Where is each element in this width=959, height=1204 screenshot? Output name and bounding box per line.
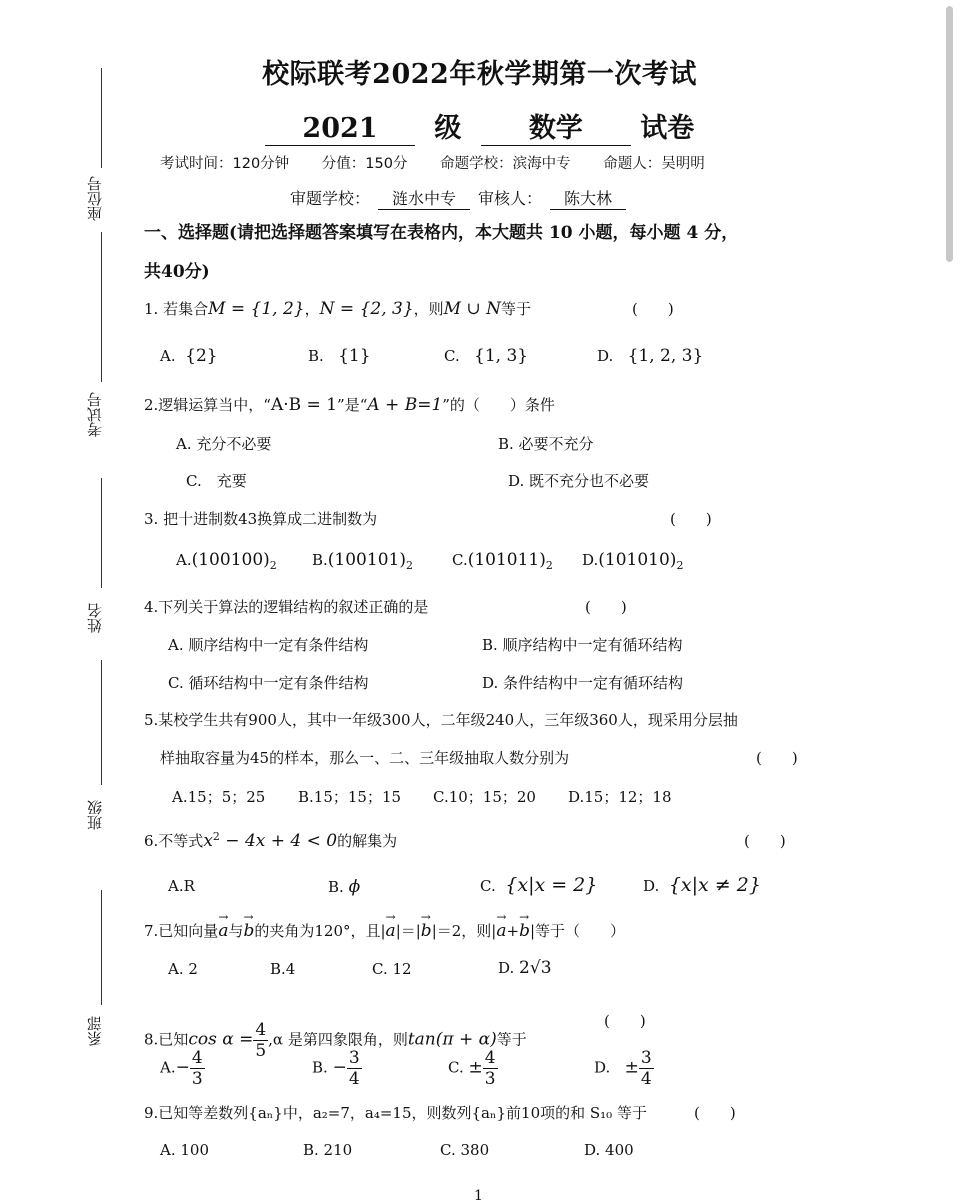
denominator: 4 [640,1069,652,1089]
numerator: 4 [191,1048,203,1068]
q1-option-d [597,346,703,366]
option-value: {x|x = 2} [505,874,598,896]
q3-option-c [452,550,553,572]
question-7 [144,920,625,941]
exam-number-label: 考试号 [86,392,104,438]
option-letter: C. [480,877,496,895]
q7-option-a: A. 2 [168,960,198,978]
question-6 [144,830,397,851]
q6-option-c [480,874,597,896]
class-label: 班级 [86,800,104,830]
exam-time: 考试时间：120分钟 [160,156,290,172]
q2-option-a: A. 充分不必要 [176,435,272,453]
q6-option-b [328,877,360,897]
reviewer-name: 陈大林 [550,186,626,210]
option-value: (101011) [467,550,546,570]
grade-suffix: 级 [434,113,462,144]
question-1 [144,298,531,319]
base-subscript: 2 [545,559,553,572]
q6-post: 的解集为 [337,832,398,850]
option-value: {1, 3} [474,346,529,366]
q7-eq2: |＝2，则| [431,922,497,940]
q8-option-b [312,1048,362,1089]
q8-text: 8.已知 [144,1030,189,1049]
scrollbar[interactable] [946,6,953,262]
q8-post: 等于 [496,1030,527,1049]
option-letter: B. [308,347,324,365]
reviewer-label: 审核人： [478,189,543,208]
q8-cos: cos α = [188,1029,254,1050]
q1-post: 等于 [501,300,532,318]
option-sign: − [332,1057,347,1078]
question-5-line1: 5.某校学生共有900人，其中一年级300人，二年级240人，三年级360人，现采用分层抽 [144,711,738,729]
q8-option-a [160,1048,205,1089]
answer-blank: ( ) [694,1104,736,1122]
q6-expr: − 4x + 4 < 0 [219,831,338,851]
q9-option-a: A. 100 [160,1141,209,1159]
q2-text-post: ”的（ ）条件 [442,396,555,414]
q2-expr1: A·B = 1 [270,395,338,415]
numerator: 3 [640,1048,652,1068]
setter-person: 命题人：吴明明 [603,156,705,172]
subject-value: 数学 [481,113,631,146]
q5-option-c: C.10；15；20 [433,788,536,806]
q4-option-c: C. 循环结构中一定有条件结构 [168,674,369,692]
exam-score: 分值：150分 [321,156,408,172]
vector-a: → a [386,921,396,941]
q7-option-c: C. 12 [372,960,412,978]
option-sign: − [175,1057,190,1078]
q7-and: 与 [228,922,244,940]
page-number: 1 [474,1188,483,1204]
q1-text: 1. 若集合 [144,300,209,318]
numerator: 3 [348,1048,360,1068]
q7-eq: |＝| [395,922,421,940]
q4-option-d: D. 条件结构中一定有循环结构 [482,674,684,692]
paper-subtitle [265,106,694,146]
q4-option-b: B. 顺序结构中一定有循环结构 [482,636,683,654]
question-4: 4.下列关于算法的逻辑结构的叙述正确的是 [144,598,429,616]
q9-option-d: D. 400 [584,1141,634,1159]
q8-option-d [594,1048,654,1089]
setter-school: 命题学校：滨海中专 [440,156,571,172]
q8-option-c [448,1048,498,1089]
q3-option-d [582,550,683,572]
q9-option-b: B. 210 [303,1141,353,1159]
q4-option-a: A. 顺序结构中一定有条件结构 [168,636,369,654]
q7-plus: + [506,922,520,940]
option-value: {2} [185,346,218,366]
exam-info [160,152,733,173]
q1-union: M ∪ N [443,299,501,319]
department-label: 系部 [86,1016,104,1046]
option-letter: B. [312,1058,328,1077]
answer-blank: ( ) [670,510,712,528]
name-label: 姓名 [86,603,104,633]
review-info [290,186,634,210]
base-subscript: 2 [269,559,277,572]
answer-blank: ( ) [744,832,786,850]
q5-option-d: D.15；12；18 [568,788,672,806]
option-sign: ± [624,1057,639,1078]
page-title: 校际联考2022年秋学期第一次考试 [262,59,697,90]
vector-a: → a [496,921,506,941]
numerator: 4 [484,1048,496,1068]
option-letter: C. [452,551,468,569]
q2-option-c: C. 充要 [186,472,247,490]
q1-option-b [308,346,371,366]
option-value: (100101) [327,550,406,570]
q3-option-a [176,550,277,572]
seat-number-label: 座位号 [86,176,104,222]
q1-sep: ， [304,300,320,318]
q2-text-mid: ”是“ [337,396,368,414]
q7-post: |等于（ ） [529,922,626,940]
q1-set-n: N = {2, 3} [319,299,414,319]
option-letter: A. [160,347,176,365]
option-fraction [347,1048,362,1089]
review-school-label: 审题学校： [290,189,371,208]
q8-fraction [253,1020,268,1061]
section-heading-line1: 一、选择题(请把选择题答案填写在表格内，本大题共 10 小题，每小题 4 分， [144,223,739,243]
q8-mid: ,α 是第四象限角，则 [268,1030,408,1049]
q5-option-b: B.15；15；15 [298,788,402,806]
option-letter: B. [312,551,328,569]
vector-b: → b [421,921,432,941]
binding-line [101,478,102,588]
base-subscript: 2 [676,559,684,572]
section-heading-line2: 共40分) [144,262,210,282]
denominator: 3 [484,1069,496,1089]
q1-set-m: M = {1, 2} [208,299,305,319]
q2-option-b: B. 必要不充分 [498,435,594,453]
option-letter: D. [498,959,515,977]
grade-value: 2021 [265,113,415,146]
q6-text: 6.不等式 [144,832,204,850]
binding-line [101,890,102,1005]
binding-line [101,232,102,382]
option-letter: C. [444,347,460,365]
answer-blank: ( ) [604,1012,646,1030]
denominator: 5 [255,1041,267,1061]
option-letter: A. [160,1058,176,1077]
option-fraction [639,1048,654,1089]
option-fraction [483,1048,498,1089]
q7-option-b: B.4 [270,960,296,978]
option-letter: D. [597,347,614,365]
q2-expr2: A + B=1 [367,395,443,415]
paper-label: 试卷 [640,113,695,144]
vector-b: → b [243,921,254,941]
denominator: 3 [191,1069,203,1089]
q9-option-c: C. 380 [440,1141,490,1159]
q7-text: 7.已知向量 [144,922,219,940]
option-value: {x|x ≠ 2} [668,874,761,896]
option-letter: C. [448,1058,464,1077]
option-value: (100100) [191,550,270,570]
q8-tan: tan(π + α) [407,1029,497,1050]
answer-blank: ( ) [632,300,674,318]
option-letter: B. [328,878,344,896]
option-fraction [190,1048,205,1089]
option-value: (101010) [598,550,677,570]
q7-option-d [498,958,552,978]
vector-a: → a [218,921,228,941]
q6-exponent: 2 [212,830,220,843]
option-letter: D. [643,877,660,895]
question-2 [144,394,555,415]
q1-option-a [160,346,218,366]
option-value: {1} [338,346,371,366]
answer-blank: ( ) [756,749,798,767]
option-value: ϕ [348,877,361,897]
vector-b: → b [519,921,530,941]
q3-option-b [312,550,413,572]
q6-option-a: A.R [168,877,195,895]
q7-mid: 的夹角为120°，且| [254,922,386,940]
review-school: 涟水中专 [378,186,470,210]
option-value: 2√3 [519,958,552,978]
binding-line [101,660,102,785]
q6-var: x [203,831,213,851]
question-3: 3. 把十进制数43换算成二进制数为 [144,510,378,528]
option-letter: D. [582,551,599,569]
q5-option-a: A.15；5；25 [172,788,266,806]
option-letter: A. [176,551,192,569]
question-5-line2: 样抽取容量为45的样本，那么一、二、三年级抽取人数分别为 [160,749,570,767]
option-value: {1, 2, 3} [627,346,704,366]
base-subscript: 2 [405,559,413,572]
q6-option-d [643,874,761,896]
q2-text: 2.逻辑运算当中，“ [144,396,271,414]
q2-option-d: D. 既不充分也不必要 [508,472,650,490]
q1-then: ，则 [413,300,444,318]
question-9: 9.已知等差数列{aₙ}中，a₂=7，a₄=15，则数列{aₙ}前10项的和 S₁₀ 等于 [144,1104,647,1122]
option-letter: D. [594,1058,611,1077]
numerator: 4 [255,1020,267,1040]
answer-blank: ( ) [585,598,627,616]
option-sign: ± [468,1057,483,1078]
q1-option-c [444,346,528,366]
denominator: 4 [348,1069,360,1089]
